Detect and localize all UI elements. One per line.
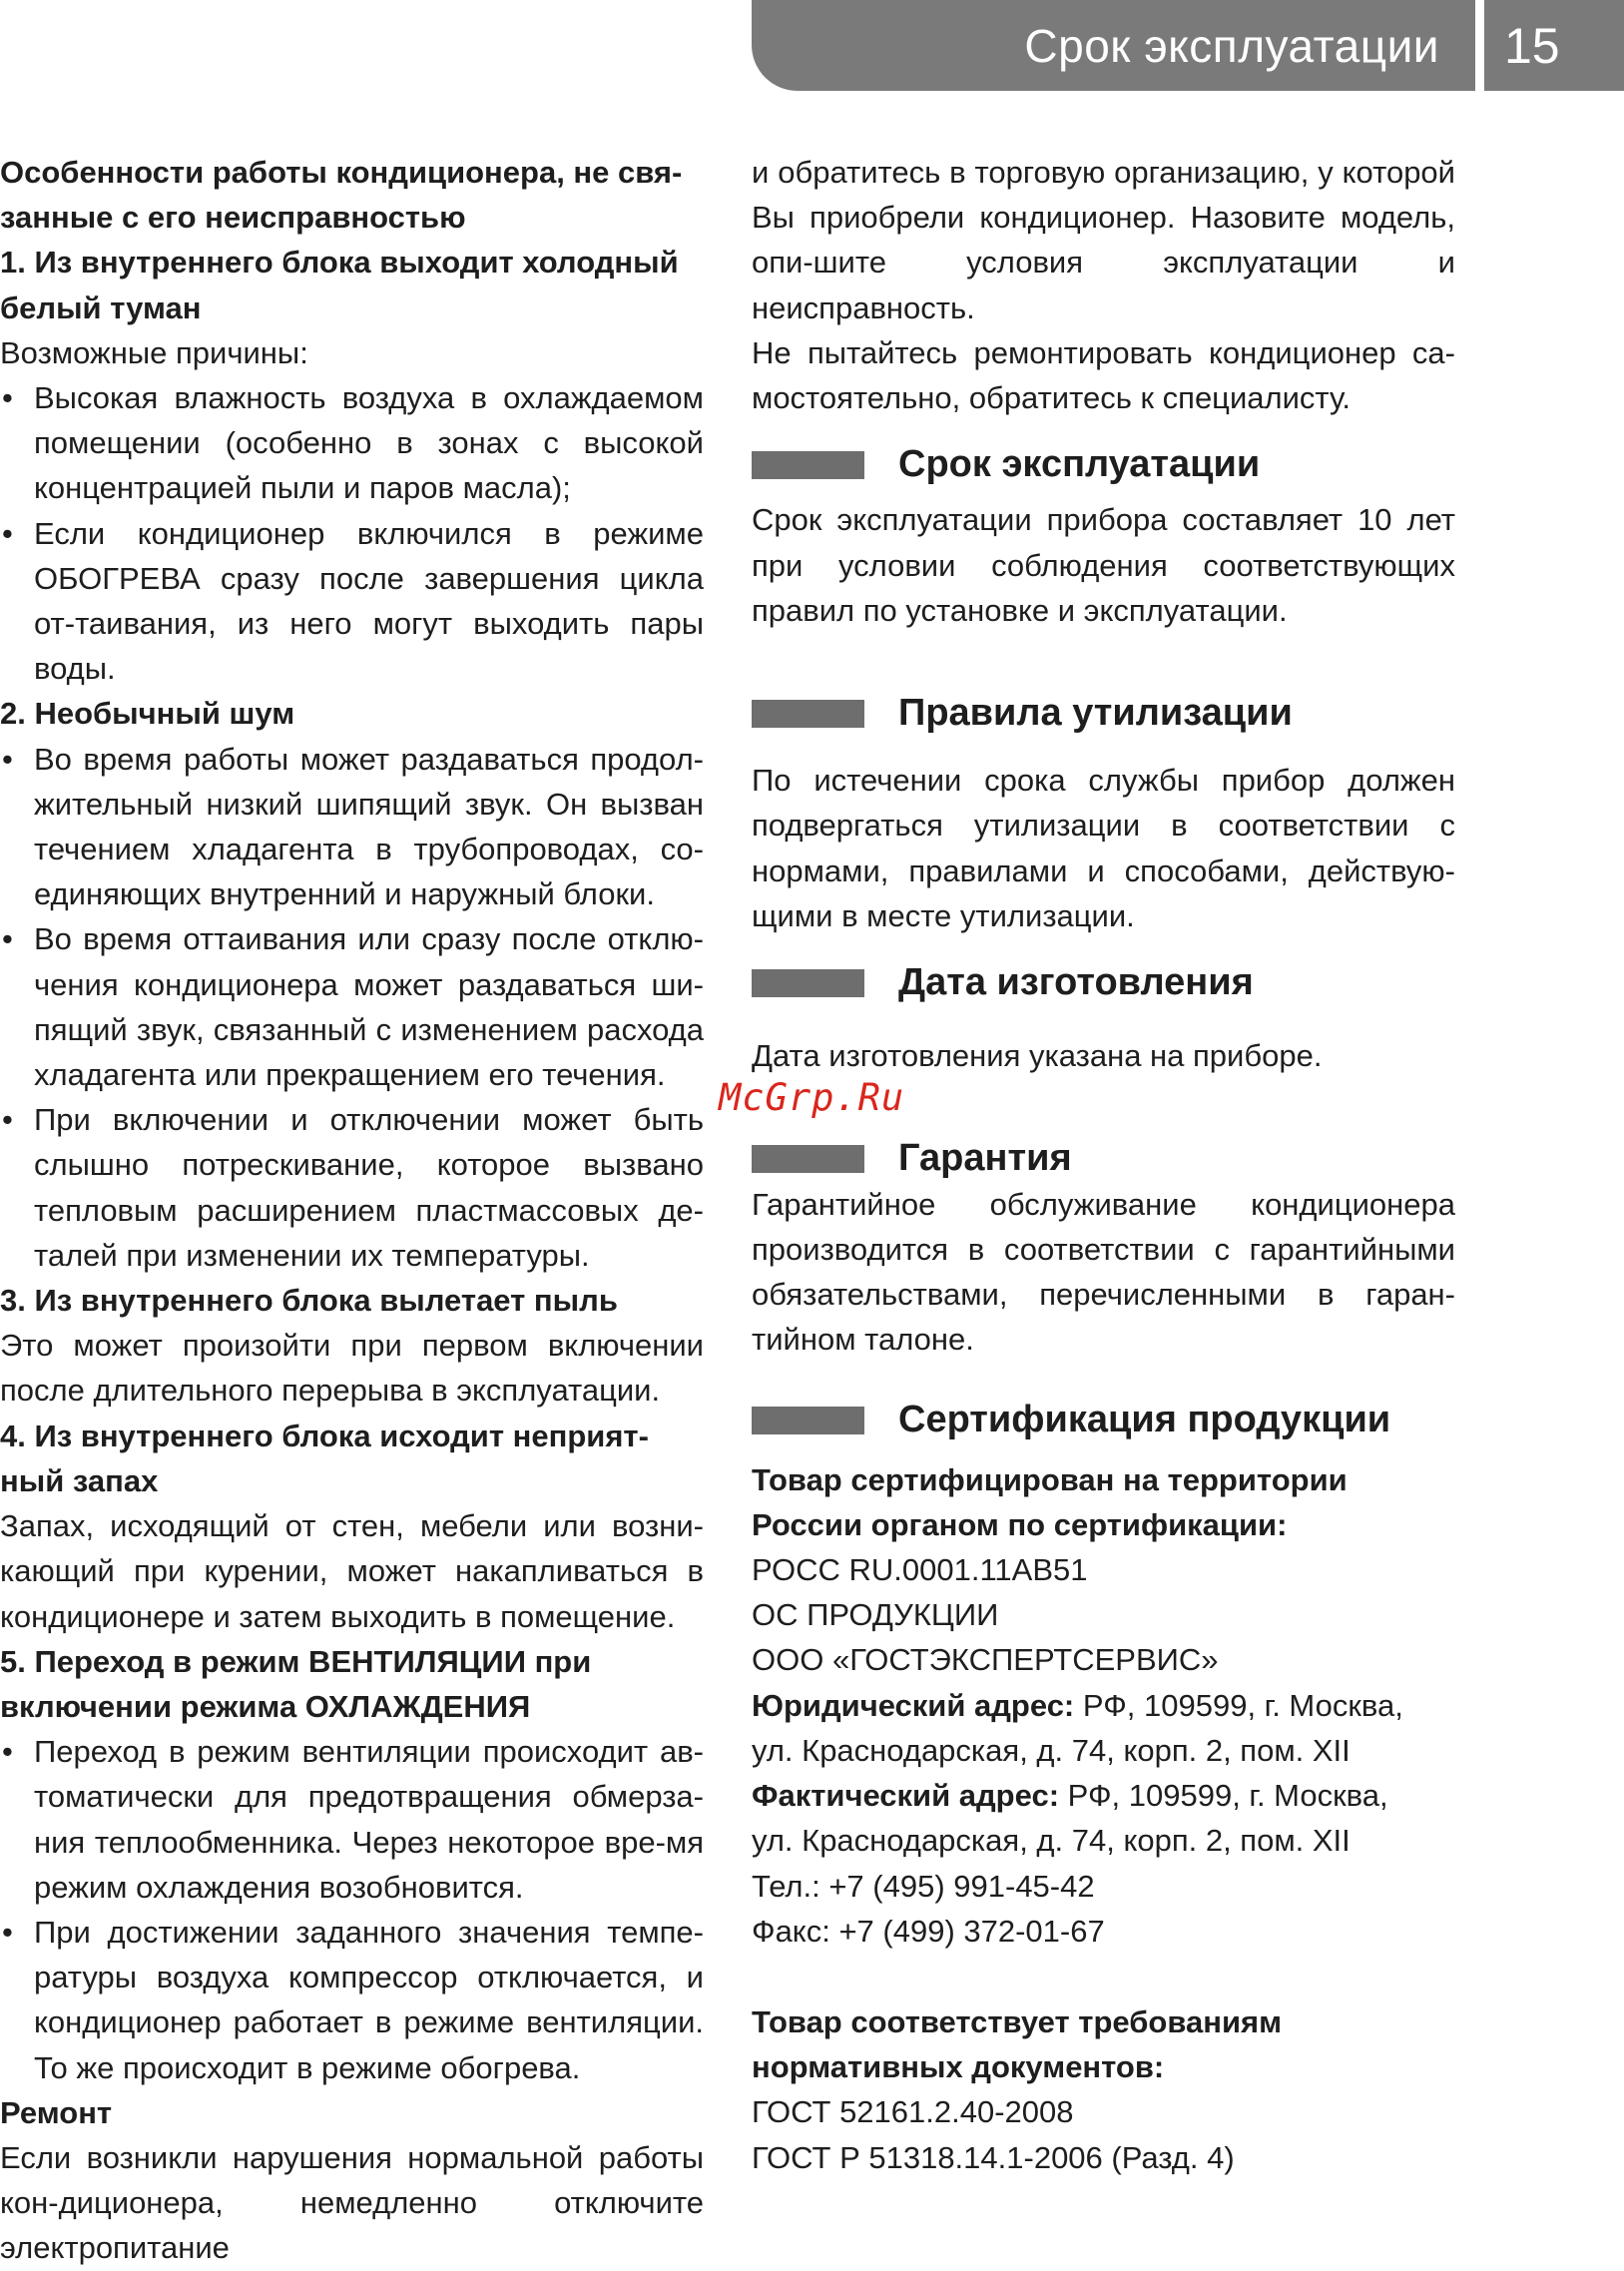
section-bar-icon	[752, 1407, 864, 1434]
section-bar-icon	[752, 969, 864, 997]
normative-intro-line-1: Товар соответствует требованиям	[752, 2003, 1283, 2039]
certification-company: ООО «ГОСТЭКСПЕРТСЕРВИС»	[752, 1642, 1219, 1678]
issue-4-heading-line-1: 4. Из внутреннего блока исходит неприят-	[0, 1418, 649, 1453]
normative-intro-line-2: нормативных документов:	[752, 2049, 1165, 2085]
repair-text: Если возникли нарушения нормальной работы кон-диционера, немедленно отключите электропитание	[0, 2139, 704, 2266]
issue-3-heading: 3. Из внутреннего блока вылетает пыль	[0, 1283, 618, 1319]
certification-intro-line-2: России органом по сертификации:	[752, 1506, 1288, 1542]
watermark: McGrp.Ru	[719, 1076, 905, 1119]
manufacture-date-text: Дата изготовления указана на приборе.	[752, 1038, 1323, 1074]
list-item: • Если кондиционер включился в режиме ОБОГРЕВА сразу после завершения цикла от-таивания, из него могут выходить пары воды.	[0, 511, 704, 692]
legal-address-line-2: ул. Краснодарская, д. 74, корп. 2, пом. XII	[752, 1732, 1351, 1768]
list-item: • Во время оттаивания или сразу после отклю-чения кондиционера может раздаваться ши-пящий звук, связанный с изменением расхода хладагента или прекращением его течения.	[0, 916, 704, 1097]
bullet-icon: •	[2, 1102, 13, 1138]
certification-body: ОС ПРОДУКЦИИ	[752, 1597, 999, 1633]
bullet-icon: •	[2, 515, 13, 551]
disposal-text: По истечении срока службы прибор должен подвергаться утилизации в соответствии с нормами, правилами и способами, действую-щими в месте утилизации.	[752, 763, 1455, 933]
issue-5-heading-line-1: 5. Переход в режим ВЕНТИЛЯЦИИ при	[0, 1643, 592, 1679]
issue-5-heading-line-2: включении режима ОХЛАЖДЕНИЯ	[0, 1688, 531, 1724]
issue-4-heading-line-2: ный запах	[0, 1462, 159, 1498]
certificate-number: РОСС RU.0001.11АВ51	[752, 1552, 1088, 1588]
section-heading-manufacture-date: Дата изготовления	[752, 960, 1455, 1005]
service-life-text: Срок эксплуатации прибора составляет 10 лет при условии соблюдения соответствующих правил по установке и эксплуатации.	[752, 502, 1455, 628]
certification-intro-line-1: Товар сертифицирован на территории	[752, 1461, 1348, 1497]
list-item: • При включении и отключении может быть слышно потрескивание, которое вызвано тепловым расширением пластмассовых де-талей при изменении их температуры.	[0, 1097, 704, 1278]
actual-address-line-2: ул. Краснодарская, д. 74, корп. 2, пом. XII	[752, 1823, 1351, 1859]
section-bar-icon	[752, 1145, 864, 1173]
issue-4-text: Запах, исходящий от стен, мебели или возни-кающий при курении, может накапливаться в кондиционере и затем выходить в помещение.	[0, 1508, 704, 1634]
issue-1-heading-line-2: белый туман	[0, 289, 202, 325]
list-item: • Во время работы может раздаваться продол-жительный низкий шипящий звук. Он вызван течением хладагента в трубопроводах, со-единяющих внутренний и наружный блоки.	[0, 737, 704, 917]
bullet-icon: •	[2, 921, 13, 957]
header-divider	[1475, 0, 1484, 91]
issue-3-text: Это может произойти при первом включении после длительного перерыва в эксплуатации.	[0, 1328, 704, 1409]
bullet-icon: •	[2, 380, 13, 416]
bullet-icon: •	[2, 741, 13, 777]
bullet-icon: •	[2, 1734, 13, 1770]
warranty-text: Гарантийное обслуживание кондиционера производится в соответствии с гарантийными обязательствами, перечисленными в гаран-тийном талоне.	[752, 1186, 1455, 1358]
section-heading-disposal: Правила утилизации	[752, 691, 1455, 736]
actual-address: Фактический адрес: РФ, 109599, г. Москва,	[752, 1778, 1388, 1814]
phone-number: Тел.: +7 (495) 991-45-42	[752, 1868, 1095, 1904]
issue-2-heading: 2. Необычный шум	[0, 696, 295, 732]
main-heading-line-2: занные с его неисправностью	[0, 200, 466, 236]
section-bar-icon	[752, 451, 864, 479]
issue-1-heading-line-1: 1. Из внутреннего блока выходит холодный	[0, 245, 679, 281]
section-heading-certification: Сертификация продукции	[752, 1398, 1455, 1442]
list-item: • Высокая влажность воздуха в охлаждаемом помещении (особенно в зонах с высокой концентрацией пыли и паров масла);	[0, 375, 704, 511]
page-number: 15	[1504, 17, 1560, 74]
gost-standard-2: ГОСТ Р 51318.14.1-2006 (Разд. 4)	[752, 2139, 1235, 2175]
section-heading-warranty: Гарантия	[752, 1136, 1455, 1181]
main-heading-line-1: Особенности работы кондиционера, не свя-	[0, 155, 683, 190]
fax-number: Факс: +7 (499) 372-01-67	[752, 1913, 1105, 1949]
bullet-icon: •	[2, 1914, 13, 1950]
right-column	[752, 150, 1455, 2180]
header-title: Срок эксплуатации	[1024, 19, 1439, 72]
gost-standard-1: ГОСТ 52161.2.40-2008	[752, 2094, 1074, 2130]
legal-address: Юридический адрес: РФ, 109599, г. Москва,	[752, 1687, 1403, 1723]
repair-text-continued: и обратитесь в торговую организацию, у которой Вы приобрели кондиционер. Назовите модель, опи-шите условия эксплуатации и неисправность.	[752, 155, 1455, 325]
issue-1-intro: Возможные причины:	[0, 334, 308, 370]
repair-heading: Ремонт	[0, 2094, 113, 2130]
list-item: • При достижении заданного значения темпе-ратуры воздуха компрессор отключается, и кондиционер работает в режиме вентиляции. То же происходит в режиме обогрева.	[0, 1910, 704, 2090]
list-item: • Переход в режим вентиляции происходит ав-томатически для предотвращения обмерза-ния теплообменника. Через некоторое вре-мя режим охлаждения возобновится.	[0, 1729, 704, 1910]
repair-text-warning: Не пытайтесь ремонтировать кондиционер са-мостоятельно, обратитесь к специалисту.	[752, 334, 1455, 416]
section-heading-service-life: Срок эксплуатации	[752, 442, 1455, 487]
section-bar-icon	[752, 700, 864, 728]
page-header	[752, 0, 1624, 91]
left-column	[0, 150, 704, 2271]
